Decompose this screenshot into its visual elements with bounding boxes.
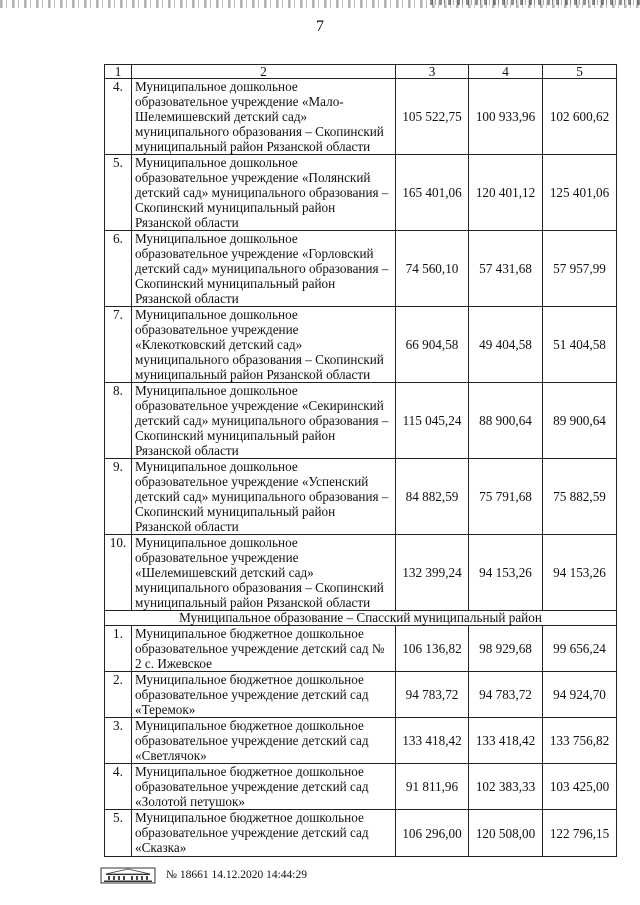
value-col-3: 132 399,24 — [396, 535, 469, 611]
value-col-4: 49 404,58 — [469, 307, 543, 383]
value-col-3: 74 560,10 — [396, 231, 469, 307]
table-row — [105, 810, 617, 857]
institution-name: Муниципальное бюджетное дошкольное образовательное учреждение детский сад «Сказка» — [132, 810, 396, 857]
table-header-row — [105, 65, 617, 79]
institution-name: Муниципальное дошкольное образовательное учреждение «Полянский детский сад» муниципального образования – Скопинский муниципальный район Рязанской области — [132, 155, 396, 231]
funding-table — [104, 64, 617, 857]
value-col-4: 94 783,72 — [469, 672, 543, 718]
table-row — [105, 672, 617, 718]
institution-name: Муниципальное дошкольное образовательное учреждение «Мало-Шелемишевский детский сад» муниципального образования – Скопинский муниципальный район Рязанской области — [132, 79, 396, 155]
value-col-5: 99 656,24 — [543, 626, 617, 672]
table-row — [105, 626, 617, 672]
value-col-5: 94 153,26 — [543, 535, 617, 611]
header-cell-2: 2 — [132, 65, 396, 79]
value-col-4: 75 791,68 — [469, 459, 543, 535]
section-title: Муниципальное образование – Спасский муниципальный район — [105, 611, 617, 626]
table-row — [105, 535, 617, 611]
document-footer — [100, 864, 400, 886]
value-col-5: 103 425,00 — [543, 764, 617, 810]
value-col-3: 84 882,59 — [396, 459, 469, 535]
value-col-3: 106 136,82 — [396, 626, 469, 672]
table-row — [105, 79, 617, 155]
value-col-3: 115 045,24 — [396, 383, 469, 459]
institution-name: Муниципальное дошкольное образовательное учреждение «Клекотковский детский сад» муниципального образования – Скопинский муниципальный район Рязанской области — [132, 307, 396, 383]
institution-name: Муниципальное дошкольное образовательное учреждение «Успенский детский сад» муниципального образования – Скопинский муниципальный район Рязанской области — [132, 459, 396, 535]
government-building-stamp-icon — [100, 867, 156, 884]
scan-edge-artifact-right — [430, 0, 640, 5]
table-row — [105, 155, 617, 231]
row-number: 2. — [105, 672, 132, 718]
value-col-3: 133 418,42 — [396, 718, 469, 764]
institution-name: Муниципальное бюджетное дошкольное образовательное учреждение детский сад № 2 с. Ижевское — [132, 626, 396, 672]
value-col-4: 94 153,26 — [469, 535, 543, 611]
table-row — [105, 231, 617, 307]
page-number: 7 — [316, 18, 324, 35]
value-col-3: 106 296,00 — [396, 810, 469, 857]
section-header-row — [105, 611, 617, 626]
value-col-5: 133 756,82 — [543, 718, 617, 764]
value-col-4: 102 383,33 — [469, 764, 543, 810]
row-number: 5. — [105, 810, 132, 857]
row-number: 3. — [105, 718, 132, 764]
institution-name: Муниципальное дошкольное образовательное учреждение «Горловский детский сад» муниципального образования – Скопинский муниципальный район Рязанской области — [132, 231, 396, 307]
row-number: 4. — [105, 764, 132, 810]
value-col-3: 91 811,96 — [396, 764, 469, 810]
table-row — [105, 307, 617, 383]
row-number: 5. — [105, 155, 132, 231]
header-cell-1: 1 — [105, 65, 132, 79]
value-col-5: 102 600,62 — [543, 79, 617, 155]
row-number: 7. — [105, 307, 132, 383]
value-col-5: 125 401,06 — [543, 155, 617, 231]
institution-name: Муниципальное дошкольное образовательное учреждение «Секиринский детский сад» муниципального образования – Скопинский муниципальный район Рязанской области — [132, 383, 396, 459]
table-row — [105, 459, 617, 535]
header-cell-4: 4 — [469, 65, 543, 79]
row-number: 10. — [105, 535, 132, 611]
institution-name: Муниципальное бюджетное дошкольное образовательное учреждение детский сад «Светлячок» — [132, 718, 396, 764]
value-col-5: 94 924,70 — [543, 672, 617, 718]
document-registration-number: № 18661 14.12.2020 14:44:29 — [166, 869, 307, 881]
value-col-4: 57 431,68 — [469, 231, 543, 307]
value-col-4: 88 900,64 — [469, 383, 543, 459]
value-col-4: 100 933,96 — [469, 79, 543, 155]
header-cell-5: 5 — [543, 65, 617, 79]
value-col-5: 57 957,99 — [543, 231, 617, 307]
institution-name: Муниципальное бюджетное дошкольное образовательное учреждение детский сад «Теремок» — [132, 672, 396, 718]
value-col-4: 120 401,12 — [469, 155, 543, 231]
value-col-4: 133 418,42 — [469, 718, 543, 764]
value-col-5: 122 796,15 — [543, 810, 617, 857]
value-col-3: 66 904,58 — [396, 307, 469, 383]
value-col-4: 98 929,68 — [469, 626, 543, 672]
row-number: 6. — [105, 231, 132, 307]
value-col-3: 105 522,75 — [396, 79, 469, 155]
value-col-4: 120 508,00 — [469, 810, 543, 857]
value-col-3: 165 401,06 — [396, 155, 469, 231]
table-row — [105, 383, 617, 459]
institution-name: Муниципальное дошкольное образовательное учреждение «Шелемишевский детский сад» муниципального образования – Скопинский муниципальный район Рязанской области — [132, 535, 396, 611]
institution-name: Муниципальное бюджетное дошкольное образовательное учреждение детский сад «Золотой петушок» — [132, 764, 396, 810]
row-number: 1. — [105, 626, 132, 672]
value-col-5: 75 882,59 — [543, 459, 617, 535]
row-number: 9. — [105, 459, 132, 535]
header-cell-3: 3 — [396, 65, 469, 79]
value-col-3: 94 783,72 — [396, 672, 469, 718]
row-number: 4. — [105, 79, 132, 155]
table-row — [105, 718, 617, 764]
value-col-5: 51 404,58 — [543, 307, 617, 383]
table-row — [105, 764, 617, 810]
row-number: 8. — [105, 383, 132, 459]
value-col-5: 89 900,64 — [543, 383, 617, 459]
